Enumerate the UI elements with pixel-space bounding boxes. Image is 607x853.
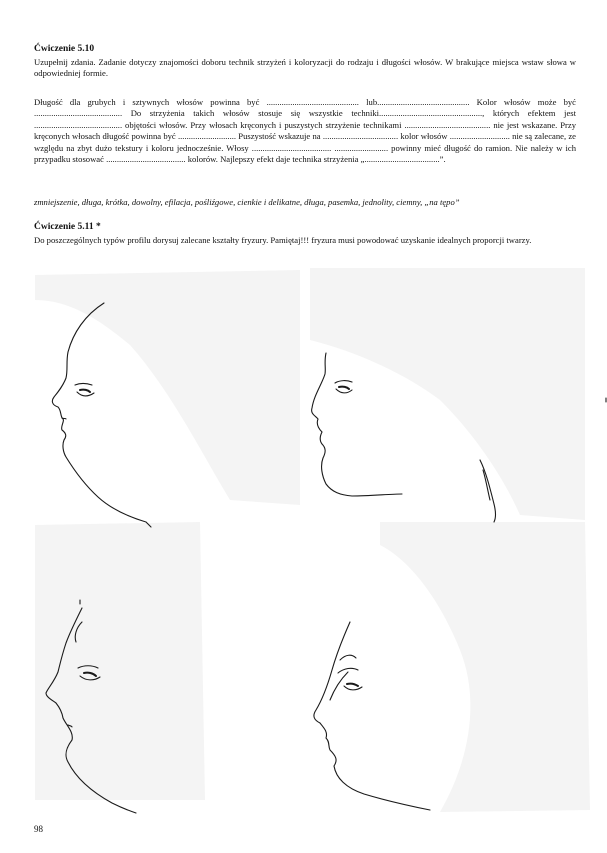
page-number: 98 bbox=[34, 824, 43, 834]
face-profile-4 bbox=[314, 622, 430, 810]
exercise-5-10-word-bank: zmniejszenie, długa, krótka, dowolny, efilacja, pośliźgowe, cienkie i delikatne, długa, pasemka, jednolity, ciemny, „na tępo” bbox=[34, 197, 460, 207]
exercise-5-11-instruction: Do poszczególnych typów profilu dorysuj zalecane kształty fryzury. Pamiętaj!!! fryzura musi powodować uzyskanie idealnych proporcji twarzy. bbox=[34, 235, 532, 245]
exercise-5-10-title: Ćwiczenie 5.10 bbox=[34, 44, 95, 54]
exercise-5-10-instruction: Uzupełnij zdania. Zadanie dotyczy znajomości doboru technik strzyżeń i koloryzacji do rodzaju i długości włosów. W brakujące miejsca wstaw słowa w odpowiedniej formie. bbox=[34, 57, 576, 79]
background-shading bbox=[35, 268, 590, 812]
exercise-5-10-fill-in-text: Długość dla grubych i sztywnych włosów powinna być ........................................... lub........................................... Kolor włosów może być ......................................... Do strzyżenia takich włosów stosuje się wszystkie techniki................................................, których efektem jest ......................................... objętości włosów. Przy włosach kręconych i puszystych strzyżenie technikami ........................................ nie jest wskazane. Przy kręconych włosach długość powinna być ........................... Puszystość wskazuje na ................................... kolor włosów ............................ nie są zalecane, ze względu na zbyt dużo tekstury i koloru jednocześnie. Włosy ..................................... ......................... powinny mieć długość do ramion. Nie należy w ich przypadku stosować ..................................... kolorów. Najlepszy efekt daje technika strzyżenia „...................................”. bbox=[34, 97, 576, 165]
exercise-5-11-title: Ćwiczenie 5.11 * bbox=[34, 222, 101, 232]
